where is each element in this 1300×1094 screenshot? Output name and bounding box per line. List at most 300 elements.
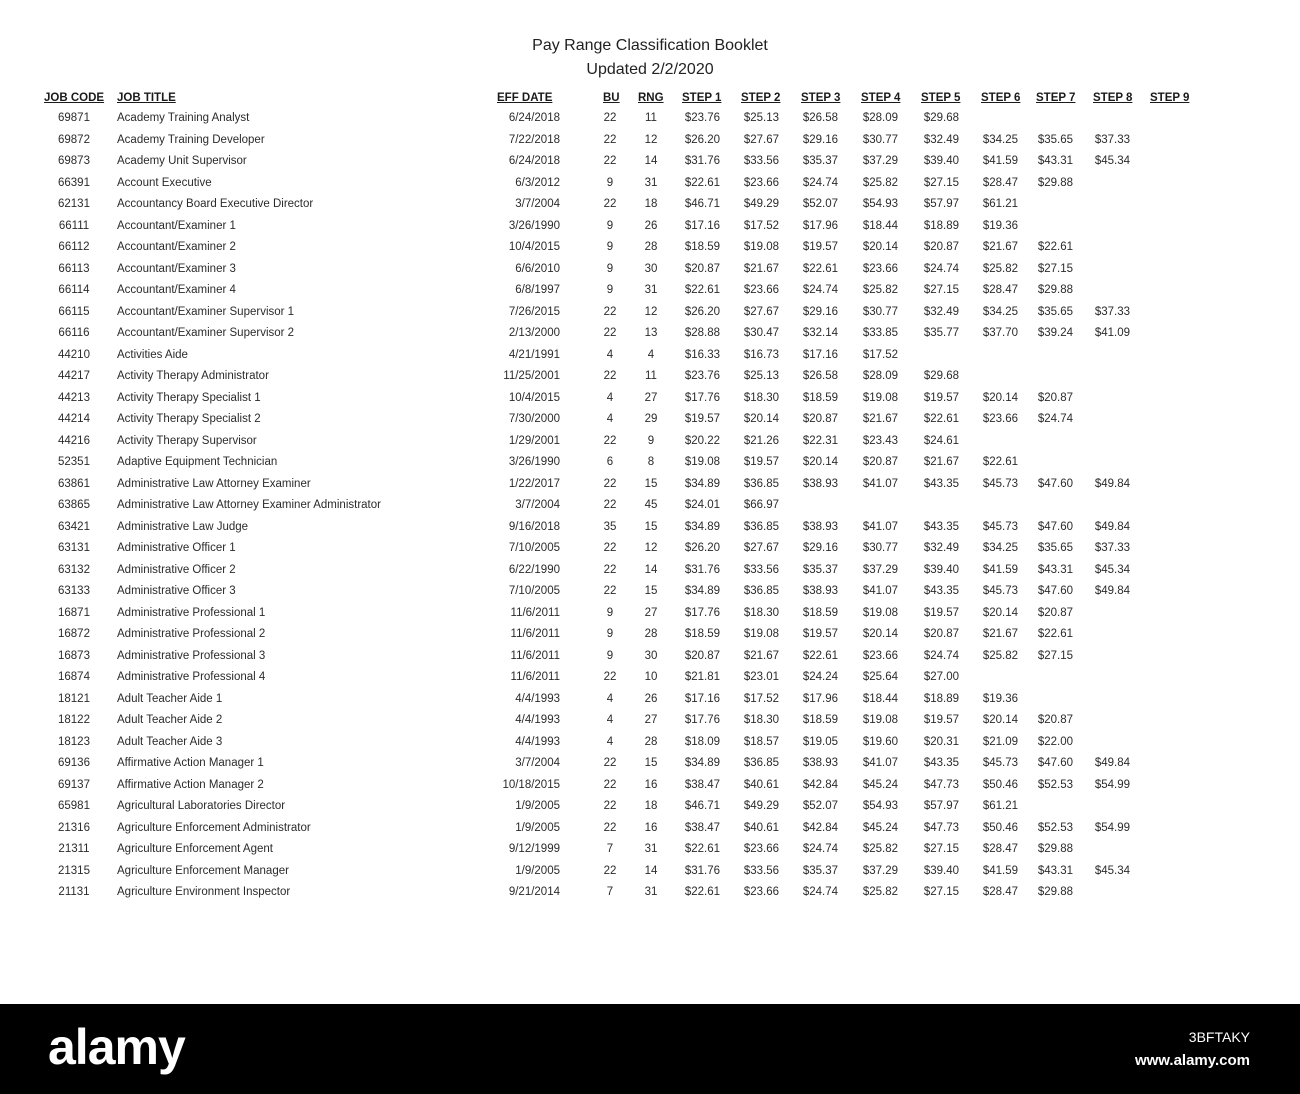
cell-step-3: $35.37 bbox=[802, 865, 838, 877]
cell-step-6: $41.59 bbox=[982, 155, 1018, 167]
cell-step-2: $36.85 bbox=[743, 521, 779, 533]
cell-step-5: $43.35 bbox=[923, 521, 959, 533]
cell-job-title: Academy Training Analyst bbox=[117, 112, 250, 124]
table-row bbox=[0, 779, 1300, 795]
cell-step-7: $22.61 bbox=[1037, 628, 1073, 640]
cell-step-4: $28.09 bbox=[862, 370, 898, 382]
cell-bu: 22 bbox=[603, 327, 617, 339]
cell-eff-date: 1/9/2005 bbox=[515, 800, 560, 812]
cell-rng: 31 bbox=[644, 843, 658, 855]
cell-eff-date: 4/4/1993 bbox=[515, 714, 560, 726]
cell-eff-date: 1/9/2005 bbox=[515, 822, 560, 834]
cell-job-title: Administrative Officer 2 bbox=[117, 564, 236, 576]
cell-step-3: $19.57 bbox=[802, 241, 838, 253]
cell-rng: 31 bbox=[644, 886, 658, 898]
cell-job-code: 63131 bbox=[58, 542, 90, 554]
cell-job-code: 66114 bbox=[58, 284, 90, 296]
cell-job-title: Administrative Law Judge bbox=[117, 521, 249, 533]
cell-eff-date: 3/7/2004 bbox=[515, 499, 560, 511]
cell-step-3: $18.59 bbox=[802, 607, 838, 619]
cell-eff-date: 11/6/2011 bbox=[510, 628, 560, 640]
cell-step-7: $43.31 bbox=[1037, 564, 1073, 576]
cell-step-2: $23.66 bbox=[743, 886, 779, 898]
table-row bbox=[0, 650, 1300, 666]
cell-step-6: $45.73 bbox=[982, 585, 1018, 597]
cell-job-code: 63132 bbox=[58, 564, 90, 576]
cell-step-2: $33.56 bbox=[743, 155, 779, 167]
cell-rng: 28 bbox=[644, 736, 658, 748]
cell-step-5: $27.00 bbox=[923, 671, 959, 683]
header-eff-date: EFF DATE bbox=[497, 92, 553, 104]
cell-job-code: 66391 bbox=[58, 177, 90, 189]
cell-job-code: 66113 bbox=[58, 263, 90, 275]
cell-step-1: $26.20 bbox=[684, 542, 720, 554]
cell-bu: 9 bbox=[606, 241, 614, 253]
cell-eff-date: 11/6/2011 bbox=[510, 607, 560, 619]
table-row bbox=[0, 349, 1300, 365]
cell-step-5: $43.35 bbox=[923, 478, 959, 490]
cell-job-code: 69873 bbox=[58, 155, 90, 167]
cell-step-6: $41.59 bbox=[982, 865, 1018, 877]
table-row bbox=[0, 585, 1300, 601]
cell-step-5: $27.15 bbox=[923, 886, 959, 898]
cell-job-title: Administrative Professional 4 bbox=[117, 671, 266, 683]
cell-job-title: Adult Teacher Aide 2 bbox=[117, 714, 223, 726]
cell-eff-date: 6/24/2018 bbox=[508, 112, 560, 124]
cell-job-code: 62131 bbox=[58, 198, 90, 210]
header-step-7: STEP 7 bbox=[1036, 92, 1076, 104]
cell-step-5: $35.77 bbox=[923, 327, 959, 339]
cell-step-7: $39.24 bbox=[1037, 327, 1073, 339]
cell-job-code: 16872 bbox=[58, 628, 90, 640]
header-rng: RNG bbox=[638, 92, 664, 104]
cell-step-1: $31.76 bbox=[684, 155, 720, 167]
cell-bu: 22 bbox=[603, 585, 617, 597]
cell-step-1: $38.47 bbox=[684, 779, 720, 791]
cell-step-6: $50.46 bbox=[982, 779, 1018, 791]
cell-rng: 15 bbox=[644, 478, 658, 490]
cell-step-4: $23.66 bbox=[862, 263, 898, 275]
cell-job-code: 69871 bbox=[58, 112, 90, 124]
table-row bbox=[0, 822, 1300, 838]
cell-step-2: $18.30 bbox=[743, 392, 779, 404]
cell-job-code: 16873 bbox=[58, 650, 90, 662]
cell-step-6: $28.47 bbox=[982, 284, 1018, 296]
cell-step-3: $24.74 bbox=[802, 886, 838, 898]
cell-step-4: $23.66 bbox=[862, 650, 898, 662]
cell-step-4: $19.08 bbox=[862, 714, 898, 726]
cell-step-4: $41.07 bbox=[862, 478, 898, 490]
cell-step-6: $20.14 bbox=[982, 714, 1018, 726]
cell-eff-date: 6/8/1997 bbox=[515, 284, 560, 296]
cell-step-2: $30.47 bbox=[743, 327, 779, 339]
cell-step-1: $38.47 bbox=[684, 822, 720, 834]
cell-step-4: $25.64 bbox=[862, 671, 898, 683]
cell-rng: 27 bbox=[644, 714, 658, 726]
table-row bbox=[0, 327, 1300, 343]
cell-step-7: $35.65 bbox=[1037, 134, 1073, 146]
table-row bbox=[0, 886, 1300, 902]
cell-job-title: Administrative Officer 1 bbox=[117, 542, 236, 554]
cell-bu: 22 bbox=[603, 370, 617, 382]
cell-step-6: $22.61 bbox=[982, 456, 1018, 468]
cell-step-4: $18.44 bbox=[862, 693, 898, 705]
cell-eff-date: 7/10/2005 bbox=[508, 542, 560, 554]
table-row bbox=[0, 736, 1300, 752]
cell-step-4: $30.77 bbox=[862, 542, 898, 554]
header-step-4: STEP 4 bbox=[861, 92, 901, 104]
cell-step-8: $49.84 bbox=[1094, 757, 1130, 769]
cell-bu: 6 bbox=[606, 456, 614, 468]
cell-step-4: $20.14 bbox=[862, 241, 898, 253]
cell-job-code: 21315 bbox=[58, 865, 90, 877]
cell-step-1: $20.22 bbox=[684, 435, 720, 447]
cell-eff-date: 9/16/2018 bbox=[508, 521, 560, 533]
cell-step-3: $22.61 bbox=[802, 263, 838, 275]
cell-step-3: $38.93 bbox=[802, 521, 838, 533]
cell-step-1: $34.89 bbox=[684, 585, 720, 597]
cell-step-2: $36.85 bbox=[743, 478, 779, 490]
cell-step-2: $33.56 bbox=[743, 865, 779, 877]
cell-step-5: $57.97 bbox=[923, 800, 959, 812]
table-row bbox=[0, 155, 1300, 171]
cell-step-1: $23.76 bbox=[684, 112, 720, 124]
cell-bu: 22 bbox=[603, 671, 617, 683]
cell-step-5: $22.61 bbox=[923, 413, 959, 425]
cell-step-3: $22.31 bbox=[802, 435, 838, 447]
cell-step-7: $24.74 bbox=[1037, 413, 1073, 425]
table-row bbox=[0, 757, 1300, 773]
cell-bu: 9 bbox=[606, 263, 614, 275]
table-row bbox=[0, 478, 1300, 494]
cell-step-4: $19.60 bbox=[862, 736, 898, 748]
cell-step-5: $19.57 bbox=[923, 607, 959, 619]
header-step-5: STEP 5 bbox=[921, 92, 961, 104]
cell-step-3: $22.61 bbox=[802, 650, 838, 662]
cell-job-title: Agriculture Enforcement Agent bbox=[117, 843, 273, 855]
cell-job-code: 44213 bbox=[58, 392, 90, 404]
cell-bu: 22 bbox=[603, 564, 617, 576]
cell-step-4: $25.82 bbox=[862, 843, 898, 855]
cell-step-3: $29.16 bbox=[802, 134, 838, 146]
cell-bu: 22 bbox=[603, 779, 617, 791]
cell-step-7: $22.00 bbox=[1037, 736, 1073, 748]
cell-rng: 13 bbox=[644, 327, 658, 339]
cell-step-6: $45.73 bbox=[982, 478, 1018, 490]
cell-step-5: $27.15 bbox=[923, 843, 959, 855]
cell-step-2: $17.52 bbox=[743, 693, 779, 705]
cell-step-5: $39.40 bbox=[923, 865, 959, 877]
table-row bbox=[0, 435, 1300, 451]
cell-bu: 22 bbox=[603, 435, 617, 447]
cell-step-4: $21.67 bbox=[862, 413, 898, 425]
cell-step-6: $28.47 bbox=[982, 177, 1018, 189]
cell-step-5: $19.57 bbox=[923, 392, 959, 404]
cell-job-code: 18121 bbox=[58, 693, 90, 705]
cell-step-6: $28.47 bbox=[982, 843, 1018, 855]
cell-job-title: Accountant/Examiner 4 bbox=[117, 284, 236, 296]
cell-bu: 4 bbox=[606, 392, 614, 404]
cell-bu: 9 bbox=[606, 607, 614, 619]
cell-step-3: $17.96 bbox=[802, 693, 838, 705]
cell-step-7: $29.88 bbox=[1037, 886, 1073, 898]
cell-job-code: 66111 bbox=[58, 220, 90, 232]
cell-job-code: 63861 bbox=[58, 478, 90, 490]
cell-bu: 22 bbox=[603, 499, 617, 511]
cell-step-4: $54.93 bbox=[862, 198, 898, 210]
cell-step-6: $19.36 bbox=[982, 693, 1018, 705]
cell-step-1: $21.81 bbox=[684, 671, 720, 683]
header-job-title: JOB TITLE bbox=[117, 92, 176, 104]
cell-bu: 22 bbox=[603, 198, 617, 210]
cell-bu: 4 bbox=[606, 349, 614, 361]
cell-job-code: 63865 bbox=[58, 499, 90, 511]
table-row bbox=[0, 499, 1300, 515]
cell-job-code: 16874 bbox=[58, 671, 90, 683]
cell-job-code: 44210 bbox=[58, 349, 90, 361]
watermark-banner bbox=[0, 1004, 1300, 1094]
cell-step-4: $17.52 bbox=[862, 349, 898, 361]
cell-job-title: Agriculture Environment Inspector bbox=[117, 886, 291, 898]
cell-step-7: $47.60 bbox=[1037, 585, 1073, 597]
cell-step-2: $36.85 bbox=[743, 585, 779, 597]
cell-rng: 27 bbox=[644, 392, 658, 404]
cell-step-5: $20.87 bbox=[923, 628, 959, 640]
cell-step-3: $24.74 bbox=[802, 284, 838, 296]
cell-step-4: $37.29 bbox=[862, 865, 898, 877]
cell-step-4: $20.87 bbox=[862, 456, 898, 468]
cell-step-1: $18.59 bbox=[684, 628, 720, 640]
cell-step-1: $23.76 bbox=[684, 370, 720, 382]
cell-step-5: $29.68 bbox=[923, 112, 959, 124]
cell-step-4: $41.07 bbox=[862, 585, 898, 597]
cell-job-code: 18123 bbox=[58, 736, 90, 748]
table-row bbox=[0, 714, 1300, 730]
cell-job-title: Activity Therapy Specialist 1 bbox=[117, 392, 261, 404]
table-row bbox=[0, 198, 1300, 214]
cell-step-4: $19.08 bbox=[862, 607, 898, 619]
header-step-1: STEP 1 bbox=[682, 92, 722, 104]
cell-step-5: $39.40 bbox=[923, 564, 959, 576]
cell-step-3: $26.58 bbox=[802, 112, 838, 124]
cell-step-5: $27.15 bbox=[923, 177, 959, 189]
table-row bbox=[0, 392, 1300, 408]
cell-job-code: 69137 bbox=[58, 779, 90, 791]
cell-step-2: $36.85 bbox=[743, 757, 779, 769]
cell-step-7: $20.87 bbox=[1037, 392, 1073, 404]
cell-job-code: 52351 bbox=[58, 456, 90, 468]
cell-step-4: $19.08 bbox=[862, 392, 898, 404]
cell-step-6: $23.66 bbox=[982, 413, 1018, 425]
cell-bu: 4 bbox=[606, 693, 614, 705]
cell-step-8: $41.09 bbox=[1094, 327, 1130, 339]
cell-step-1: $26.20 bbox=[684, 306, 720, 318]
table-header bbox=[0, 92, 1300, 108]
cell-eff-date: 6/3/2012 bbox=[515, 177, 560, 189]
cell-step-2: $49.29 bbox=[743, 198, 779, 210]
cell-step-1: $18.59 bbox=[684, 241, 720, 253]
cell-bu: 4 bbox=[606, 736, 614, 748]
cell-rng: 30 bbox=[644, 650, 658, 662]
cell-step-6: $21.09 bbox=[982, 736, 1018, 748]
cell-step-6: $34.25 bbox=[982, 134, 1018, 146]
cell-step-6: $21.67 bbox=[982, 241, 1018, 253]
cell-step-8: $37.33 bbox=[1094, 542, 1130, 554]
cell-rng: 12 bbox=[644, 542, 658, 554]
cell-step-3: $17.96 bbox=[802, 220, 838, 232]
cell-job-title: Accountant/Examiner 2 bbox=[117, 241, 236, 253]
table-row bbox=[0, 177, 1300, 193]
header-step-9: STEP 9 bbox=[1150, 92, 1190, 104]
cell-step-5: $32.49 bbox=[923, 542, 959, 554]
cell-step-4: $45.24 bbox=[862, 779, 898, 791]
header-step-3: STEP 3 bbox=[801, 92, 841, 104]
document-subtitle: Updated 2/2/2020 bbox=[586, 61, 714, 78]
cell-job-title: Administrative Professional 1 bbox=[117, 607, 266, 619]
cell-job-code: 21131 bbox=[58, 886, 90, 898]
cell-step-8: $54.99 bbox=[1094, 779, 1130, 791]
cell-step-8: $45.34 bbox=[1094, 865, 1130, 877]
cell-step-1: $22.61 bbox=[684, 284, 720, 296]
cell-step-3: $38.93 bbox=[802, 757, 838, 769]
cell-step-7: $22.61 bbox=[1037, 241, 1073, 253]
cell-eff-date: 1/22/2017 bbox=[508, 478, 560, 490]
cell-step-8: $49.84 bbox=[1094, 521, 1130, 533]
cell-job-title: Accountant/Examiner 1 bbox=[117, 220, 236, 232]
cell-eff-date: 7/10/2005 bbox=[508, 585, 560, 597]
cell-step-1: $28.88 bbox=[684, 327, 720, 339]
cell-step-4: $20.14 bbox=[862, 628, 898, 640]
cell-step-4: $41.07 bbox=[862, 521, 898, 533]
cell-bu: 22 bbox=[603, 865, 617, 877]
cell-step-3: $32.14 bbox=[802, 327, 838, 339]
cell-step-3: $42.84 bbox=[802, 779, 838, 791]
cell-eff-date: 6/6/2010 bbox=[515, 263, 560, 275]
cell-job-title: Activity Therapy Specialist 2 bbox=[117, 413, 261, 425]
cell-eff-date: 6/24/2018 bbox=[508, 155, 560, 167]
cell-rng: 8 bbox=[647, 456, 655, 468]
cell-job-code: 66115 bbox=[58, 306, 90, 318]
cell-eff-date: 3/7/2004 bbox=[515, 757, 560, 769]
cell-step-7: $47.60 bbox=[1037, 757, 1073, 769]
cell-eff-date: 7/30/2000 bbox=[508, 413, 560, 425]
cell-bu: 9 bbox=[606, 628, 614, 640]
cell-step-5: $43.35 bbox=[923, 585, 959, 597]
cell-job-code: 21311 bbox=[58, 843, 90, 855]
cell-step-5: $57.97 bbox=[923, 198, 959, 210]
cell-bu: 9 bbox=[606, 177, 614, 189]
cell-step-2: $23.66 bbox=[743, 843, 779, 855]
cell-step-4: $37.29 bbox=[862, 564, 898, 576]
cell-step-2: $33.56 bbox=[743, 564, 779, 576]
cell-step-3: $29.16 bbox=[802, 306, 838, 318]
cell-step-1: $31.76 bbox=[684, 865, 720, 877]
cell-step-1: $46.71 bbox=[684, 800, 720, 812]
cell-job-code: 69872 bbox=[58, 134, 90, 146]
cell-eff-date: 4/4/1993 bbox=[515, 693, 560, 705]
table-row bbox=[0, 263, 1300, 279]
cell-rng: 10 bbox=[644, 671, 658, 683]
cell-step-5: $47.73 bbox=[923, 822, 959, 834]
cell-step-4: $25.82 bbox=[862, 284, 898, 296]
cell-rng: 30 bbox=[644, 263, 658, 275]
cell-bu: 22 bbox=[603, 757, 617, 769]
cell-rng: 15 bbox=[644, 585, 658, 597]
cell-step-1: $26.20 bbox=[684, 134, 720, 146]
cell-step-7: $20.87 bbox=[1037, 714, 1073, 726]
cell-step-7: $43.31 bbox=[1037, 155, 1073, 167]
cell-bu: 9 bbox=[606, 220, 614, 232]
cell-step-4: $30.77 bbox=[862, 306, 898, 318]
cell-step-5: $18.89 bbox=[923, 693, 959, 705]
header-step-2: STEP 2 bbox=[741, 92, 781, 104]
cell-rng: 9 bbox=[647, 435, 655, 447]
cell-step-1: $22.61 bbox=[684, 886, 720, 898]
cell-step-2: $20.14 bbox=[743, 413, 779, 425]
table-row bbox=[0, 306, 1300, 322]
cell-job-code: 44216 bbox=[58, 435, 90, 447]
cell-eff-date: 11/6/2011 bbox=[510, 650, 560, 662]
cell-step-1: $17.76 bbox=[684, 714, 720, 726]
cell-step-3: $20.87 bbox=[802, 413, 838, 425]
cell-rng: 27 bbox=[644, 607, 658, 619]
cell-step-1: $19.57 bbox=[684, 413, 720, 425]
cell-step-3: $19.57 bbox=[802, 628, 838, 640]
cell-step-7: $27.15 bbox=[1037, 650, 1073, 662]
table-row bbox=[0, 220, 1300, 236]
cell-step-2: $25.13 bbox=[743, 112, 779, 124]
cell-step-3: $26.58 bbox=[802, 370, 838, 382]
cell-step-4: $37.29 bbox=[862, 155, 898, 167]
table-row bbox=[0, 413, 1300, 429]
cell-step-3: $35.37 bbox=[802, 564, 838, 576]
cell-step-5: $47.73 bbox=[923, 779, 959, 791]
header-job-code: JOB CODE bbox=[44, 92, 105, 104]
cell-step-8: $49.84 bbox=[1094, 585, 1130, 597]
cell-job-title: Adult Teacher Aide 1 bbox=[117, 693, 223, 705]
cell-step-1: $18.09 bbox=[684, 736, 720, 748]
cell-step-3: $52.07 bbox=[802, 198, 838, 210]
cell-step-5: $32.49 bbox=[923, 134, 959, 146]
cell-bu: 35 bbox=[603, 521, 617, 533]
cell-rng: 26 bbox=[644, 220, 658, 232]
table-row bbox=[0, 628, 1300, 644]
cell-step-7: $29.88 bbox=[1037, 177, 1073, 189]
cell-step-2: $21.67 bbox=[743, 650, 779, 662]
table-row bbox=[0, 671, 1300, 687]
cell-rng: 11 bbox=[645, 370, 657, 382]
cell-step-6: $20.14 bbox=[982, 607, 1018, 619]
cell-step-7: $29.88 bbox=[1037, 843, 1073, 855]
cell-job-title: Affirmative Action Manager 2 bbox=[117, 779, 264, 791]
cell-step-7: $35.65 bbox=[1037, 306, 1073, 318]
cell-step-1: $34.89 bbox=[684, 521, 720, 533]
cell-rng: 28 bbox=[644, 241, 658, 253]
cell-bu: 22 bbox=[603, 155, 617, 167]
cell-step-6: $61.21 bbox=[982, 800, 1018, 812]
cell-step-2: $49.29 bbox=[743, 800, 779, 812]
cell-step-1: $34.89 bbox=[684, 757, 720, 769]
cell-step-2: $16.73 bbox=[743, 349, 779, 361]
cell-step-1: $31.76 bbox=[684, 564, 720, 576]
cell-step-2: $19.57 bbox=[743, 456, 779, 468]
cell-job-code: 44214 bbox=[58, 413, 90, 425]
cell-step-3: $17.16 bbox=[802, 349, 838, 361]
header-bu: BU bbox=[603, 92, 620, 104]
cell-step-1: $20.87 bbox=[684, 263, 720, 275]
table-row bbox=[0, 843, 1300, 859]
table-row bbox=[0, 241, 1300, 257]
